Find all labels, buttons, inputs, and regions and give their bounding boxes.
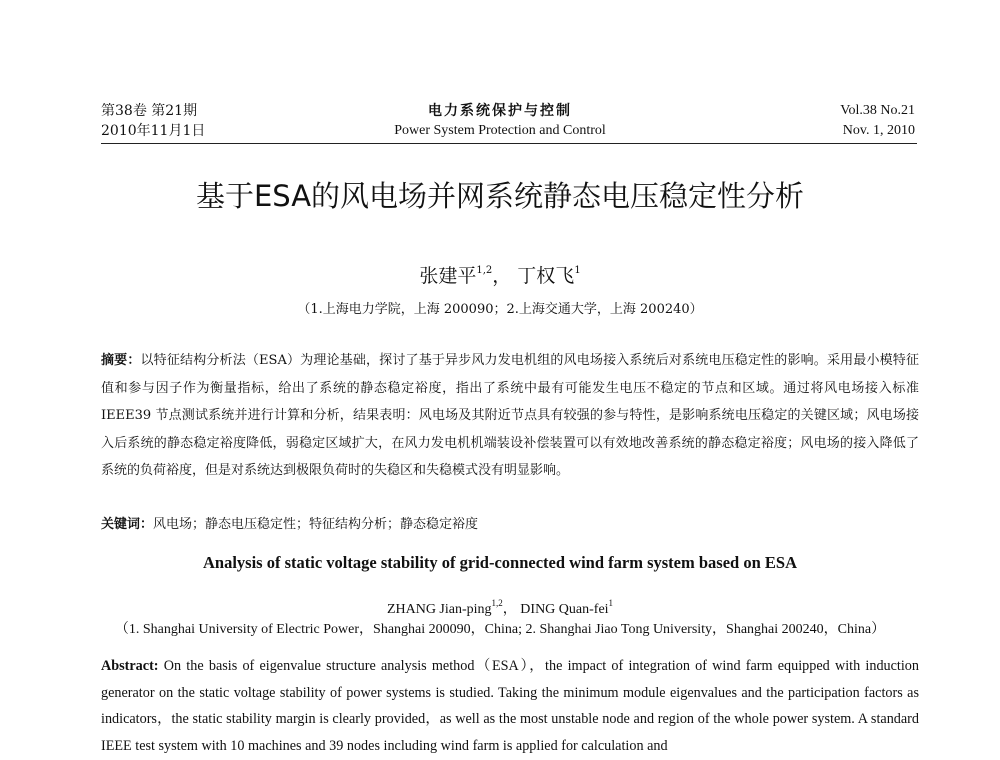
- journal-name-en: Power System Protection and Control: [394, 123, 606, 138]
- volume-issue-cn: 第38卷 第21期: [101, 103, 198, 119]
- author-affiliation-sup: 1,2: [476, 265, 493, 276]
- author-separator: ，: [492, 265, 512, 287]
- affiliation-en: （1. Shanghai University of Electric Power，Shanghai 200090，China; 2. Shanghai Jiao Tong University，Shanghai 200240，China）: [114, 622, 886, 637]
- header-rule: [101, 143, 917, 144]
- abstract-text-cn: 以特征结构分析法（ESA）为理论基础，探讨了基于异步风力发电机组的风电场接入系统后对系统电压稳定性的影响。采用最小模特征值和参与因子作为衡量指标，给出了系统的静态稳定裕度，指出了系统中最有可能发生电压不稳定的节点和区域。通过将风电场接入标准 IEEE39 节点测试系统并进行计算和分析，结果表明：风电场及其附近节点具有较强的参与特性，是影响系统电压稳定的关键区域；风电场接入后系统的静态稳定裕度降低，弱稳定区域扩大，在风力发电机机端装设补偿装置可以有效地改善系统的静态稳定裕度；风电场的接入降低了系统的负荷裕度，但是对系统达到极限负荷时的失稳区和失稳模式没有明显影响。: [101, 353, 919, 479]
- authors-en: [0, 593, 1000, 620]
- date-en: Nov. 1, 2010: [842, 123, 915, 138]
- author-affiliation-sup: 1: [574, 265, 581, 276]
- affiliation-cn: （1.上海电力学院，上海 200090；2.上海交通大学，上海 200240）: [297, 302, 703, 317]
- header-right: [840, 101, 915, 141]
- abstract-label-en: Abstract:: [101, 658, 159, 674]
- author-name: ZHANG Jian-ping: [386, 602, 492, 617]
- journal-name-cn: 电力系统保护与控制: [428, 103, 572, 119]
- abstract-text-en: On the basis of eigenvalue structure analysis method（ESA），the impact of integration of wind farm equipped with induction generator on the static voltage stability of power systems is studied. Taking the minimum module eigenvalues and the participation factors as indicators，the static stability margin is clearly provided，as well as the most unstable node and region of the whole power system. A standard IEEE test system with 10 machines and 39 nodes including wind farm is applied for calculation and: [101, 658, 919, 754]
- author-separator: ，: [502, 602, 517, 617]
- abstract-label-cn: 摘要：: [101, 353, 141, 368]
- volume-issue-en: Vol.38 No.21: [840, 103, 915, 118]
- abstract-cn: [101, 347, 919, 485]
- author-name: DING Quan-fei: [520, 602, 609, 617]
- authors-cn: [0, 258, 1000, 289]
- abstract-en: [101, 653, 919, 759]
- keywords-text-cn: 风电场；静态电压稳定性；特征结构分析；静态稳定裕度: [153, 517, 479, 532]
- author-name: 丁权飞: [517, 265, 575, 287]
- keywords-label-cn: 关键词：: [101, 517, 154, 532]
- header-left: [101, 101, 205, 141]
- author-name: 张建平: [419, 265, 477, 287]
- paper-title-cn: 基于ESA的风电场并网系统静态电压稳定性分析: [195, 179, 805, 213]
- keywords-cn: [101, 511, 919, 538]
- date-cn: 2010年11月1日: [101, 123, 206, 139]
- header-center: [300, 101, 700, 141]
- paper-title-en: Analysis of static voltage stability of grid-connected wind farm system based on ESA: [203, 553, 797, 572]
- author-affiliation-sup: 1: [608, 598, 614, 608]
- author-affiliation-sup: 1,2: [491, 598, 503, 608]
